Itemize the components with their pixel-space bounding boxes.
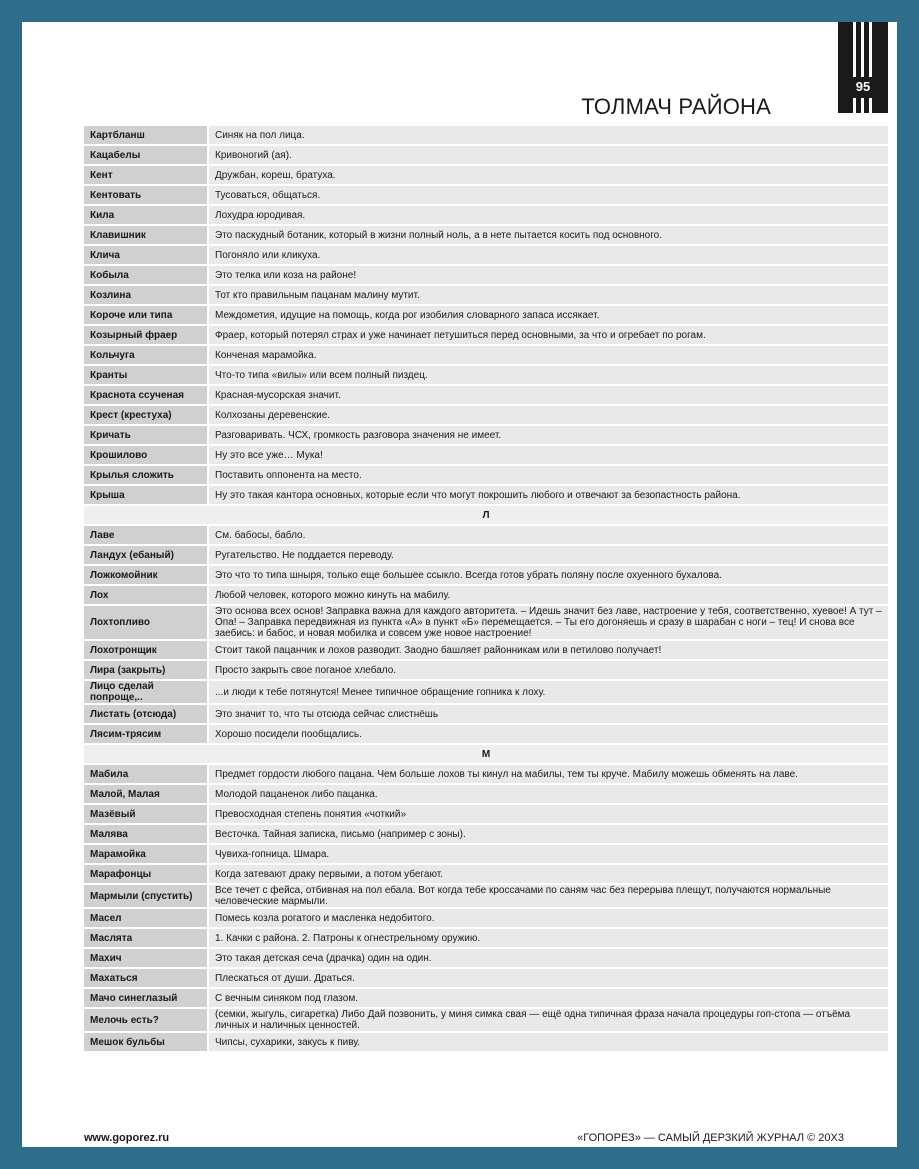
glossary-definition: Тусоваться, общаться. <box>208 185 888 205</box>
glossary-row <box>84 345 888 365</box>
glossary-definition: Хорошо посидели пообщались. <box>208 724 888 744</box>
glossary-row <box>84 425 888 445</box>
glossary-definition: Чипсы, сухарики, закусь к пиву. <box>208 1032 888 1052</box>
glossary-term: Кольчуга <box>84 345 208 365</box>
glossary-term: Лира (закрыть) <box>84 660 208 680</box>
glossary-row <box>84 445 888 465</box>
glossary-definition: Это основа всех основ! Заправка важна для каждого авторитета. – Идешь значит без лаве, настроение у тебя, соответственно, хуевое! А тут – Опа! – Заправка передвижная из пункта «А» в пункт «Б» перемещается. – Ты его догоняешь и сразу в шарабан с ноги – тец! И снова все заебись: и бабос, и новая мобилка и совсем уже новое настроение! <box>208 605 888 640</box>
glossary-row <box>84 844 888 864</box>
page-tab <box>838 22 888 113</box>
glossary-definition: Синяк на пол лица. <box>208 126 888 145</box>
glossary-term: Кила <box>84 205 208 225</box>
glossary-term: Лицо сделай попроще,.. <box>84 680 208 704</box>
glossary-row <box>84 245 888 265</box>
glossary-row <box>84 305 888 325</box>
glossary-term: Махич <box>84 948 208 968</box>
glossary-row <box>84 385 888 405</box>
glossary-term: Клавишник <box>84 225 208 245</box>
glossary-term: Картбланш <box>84 126 208 145</box>
glossary-term: Ложкомойник <box>84 565 208 585</box>
glossary-definition: Ну это все уже… Мука! <box>208 445 888 465</box>
glossary-row <box>84 225 888 245</box>
glossary-definition: Конченая марамойка. <box>208 345 888 365</box>
glossary-row <box>84 365 888 385</box>
glossary-row <box>84 585 888 605</box>
glossary-term: Мармыли (спустить) <box>84 884 208 908</box>
glossary-definition: С вечным синяком под глазом. <box>208 988 888 1008</box>
glossary-definition: (семки, жыгуль, сигаретка) Либо Дай позвонить, у миня симка свая — ещё одна типичная фраза начала процедуры гоп-стопа — отъёма личных и наличных ценностей. <box>208 1008 888 1032</box>
glossary-term: Кацабелы <box>84 145 208 165</box>
glossary-definition: Поставить оппонента на место. <box>208 465 888 485</box>
letter-divider <box>84 505 888 525</box>
magazine-page <box>22 22 897 1147</box>
glossary-definition: 1. Качки с района. 2. Патроны к огнестрельному оружию. <box>208 928 888 948</box>
glossary-row <box>84 165 888 185</box>
glossary-definition: Помесь козла рогатого и масленка недобитого. <box>208 908 888 928</box>
glossary-term: Крест (крестуха) <box>84 405 208 425</box>
glossary-row <box>84 325 888 345</box>
glossary-definition: Погоняло или кликуха. <box>208 245 888 265</box>
glossary-term: Маслята <box>84 928 208 948</box>
glossary-definition: Междометия, идущие на помощь, когда рог изобилия словарного запаса иссякает. <box>208 305 888 325</box>
glossary-term: Марафонцы <box>84 864 208 884</box>
glossary-definition: Любой человек, которого можно кинуть на мабилу. <box>208 585 888 605</box>
glossary-term: Краснота ссученая <box>84 385 208 405</box>
glossary-definition: Превосходная степень понятия «чоткий» <box>208 804 888 824</box>
glossary-definition: Дружбан, кореш, братуха. <box>208 165 888 185</box>
glossary-definition: Красная-мусорская значит. <box>208 385 888 405</box>
glossary-row <box>84 1032 888 1052</box>
footer-tagline: «ГОПОРЕЗ» — САМЫЙ ДЕРЗКИЙ ЖУРНАЛ © 20X3 <box>577 1132 844 1144</box>
glossary-term: Мешок бульбы <box>84 1032 208 1052</box>
glossary-definition: Ну это такая кантора основных, которые если что могут покрошить любого и отвечают за безопастность района. <box>208 485 888 505</box>
glossary-row <box>84 145 888 165</box>
glossary-row <box>84 804 888 824</box>
footer-site: www.goporez.ru <box>84 1132 170 1144</box>
letter-heading: М <box>84 744 888 764</box>
glossary-term: Мазёвый <box>84 804 208 824</box>
glossary-term: Кент <box>84 165 208 185</box>
glossary-row <box>84 660 888 680</box>
glossary-definition: Тот кто правильным пацанам малину мутит. <box>208 285 888 305</box>
tab-stripes-top <box>838 22 888 77</box>
glossary-definition: Фраер, который потерял страх и уже начинает петушиться перед основными, за что и огребает по рогам. <box>208 325 888 345</box>
glossary-row <box>84 485 888 505</box>
glossary-definition: Стоит такой пацанчик и лохов разводит. Заодно башляет районникам или в петилово получает! <box>208 640 888 660</box>
glossary-term: Крыша <box>84 485 208 505</box>
glossary-definition: ...и люди к тебе потянутся! Менее типичное обращение гопника к лоху. <box>208 680 888 704</box>
glossary-definition: Это что то типа шныря, только еще большее ссыкло. Всегда готов убрать поляну после охуенного бухалова. <box>208 565 888 585</box>
glossary-row <box>84 205 888 225</box>
glossary-definition: Плескаться от души. Драться. <box>208 968 888 988</box>
glossary-definition: Молодой пацаненок либо пацанка. <box>208 784 888 804</box>
glossary-definition: Это паскудный ботаник, который в жизни полный ноль, а в нете пытается косить под основного. <box>208 225 888 245</box>
glossary-row <box>84 884 888 908</box>
glossary-term: Кобыла <box>84 265 208 285</box>
glossary-term: Малява <box>84 824 208 844</box>
glossary-row <box>84 704 888 724</box>
glossary-row <box>84 948 888 968</box>
glossary-row <box>84 928 888 948</box>
glossary-term: Кентовать <box>84 185 208 205</box>
glossary-term: Лохотронщик <box>84 640 208 660</box>
glossary-row <box>84 1008 888 1032</box>
letter-divider <box>84 744 888 764</box>
glossary-row <box>84 640 888 660</box>
glossary-row <box>84 724 888 744</box>
glossary-definition: Весточка. Тайная записка, письмо (например с зоны). <box>208 824 888 844</box>
glossary-row <box>84 126 888 145</box>
glossary-definition: Это такая детская сеча (драчка) один на один. <box>208 948 888 968</box>
glossary-term: Масел <box>84 908 208 928</box>
glossary-row <box>84 864 888 884</box>
glossary-term: Клича <box>84 245 208 265</box>
glossary-definition: Это телка или коза на районе! <box>208 265 888 285</box>
glossary-term: Мабила <box>84 764 208 784</box>
glossary-row <box>84 185 888 205</box>
glossary-term: Козлина <box>84 285 208 305</box>
glossary-term: Малой, Малая <box>84 784 208 804</box>
page-title: ТОЛМАЧ РАЙОНА <box>581 94 771 119</box>
glossary-term: Лох <box>84 585 208 605</box>
glossary-definition: Когда затевают драку первыми, а потом убегают. <box>208 864 888 884</box>
glossary-row <box>84 285 888 305</box>
glossary-row <box>84 605 888 640</box>
glossary-row <box>84 545 888 565</box>
glossary-row <box>84 784 888 804</box>
glossary-term: Ландух (ебаный) <box>84 545 208 565</box>
glossary-definition: Лохудра юродивая. <box>208 205 888 225</box>
glossary-row <box>84 680 888 704</box>
tab-stripes-bottom <box>838 98 888 113</box>
glossary-definition: Все течет с фейса, отбивная на пол ебала. Вот когда тебе кроссачами по саням час без перерыва плещут, получаются нормальные человеческие мармыли. <box>208 884 888 908</box>
glossary-row <box>84 968 888 988</box>
glossary-definition: См. бабосы, бабло. <box>208 525 888 545</box>
glossary-row <box>84 465 888 485</box>
glossary-term: Козырный фраер <box>84 325 208 345</box>
glossary-definition: Это значит то, что ты отсюда сейчас слистнёшь <box>208 704 888 724</box>
glossary-row <box>84 405 888 425</box>
glossary-definition: Колхозаны деревенские. <box>208 405 888 425</box>
glossary-term: Махаться <box>84 968 208 988</box>
glossary-definition: Что-то типа «вилы» или всем полный пиздец. <box>208 365 888 385</box>
glossary-definition: Кривоногий (ая). <box>208 145 888 165</box>
glossary-term: Кричать <box>84 425 208 445</box>
glossary-term: Мелочь есть? <box>84 1008 208 1032</box>
glossary-definition: Просто закрыть свое поганое хлебало. <box>208 660 888 680</box>
glossary-row <box>84 824 888 844</box>
glossary-term: Мачо синеглазый <box>84 988 208 1008</box>
glossary-row <box>84 265 888 285</box>
glossary-definition: Предмет гордости любого пацана. Чем больше лохов ты кинул на мабилы, тем ты круче. Мабилу можешь обменять на лаве. <box>208 764 888 784</box>
glossary-term: Листать (отсюда) <box>84 704 208 724</box>
glossary-term: Кранты <box>84 365 208 385</box>
letter-heading: Л <box>84 505 888 525</box>
glossary-term: Крошилово <box>84 445 208 465</box>
glossary-term: Лохтопливо <box>84 605 208 640</box>
glossary-row <box>84 565 888 585</box>
glossary-definition: Ругательство. Не поддается переводу. <box>208 545 888 565</box>
glossary-definition: Чувиха-гопница. Шмара. <box>208 844 888 864</box>
glossary-table <box>84 126 888 1053</box>
glossary-row <box>84 988 888 1008</box>
glossary-definition: Разговаривать. ЧСХ, громкость разговора значения не имеет. <box>208 425 888 445</box>
glossary-row <box>84 525 888 545</box>
page-number: 95 <box>855 79 871 94</box>
glossary-row <box>84 908 888 928</box>
glossary-row <box>84 764 888 784</box>
glossary-term: Лясим-трясим <box>84 724 208 744</box>
glossary-term: Марамойка <box>84 844 208 864</box>
glossary-term: Короче или типа <box>84 305 208 325</box>
glossary-term: Крылья сложить <box>84 465 208 485</box>
glossary-term: Лаве <box>84 525 208 545</box>
